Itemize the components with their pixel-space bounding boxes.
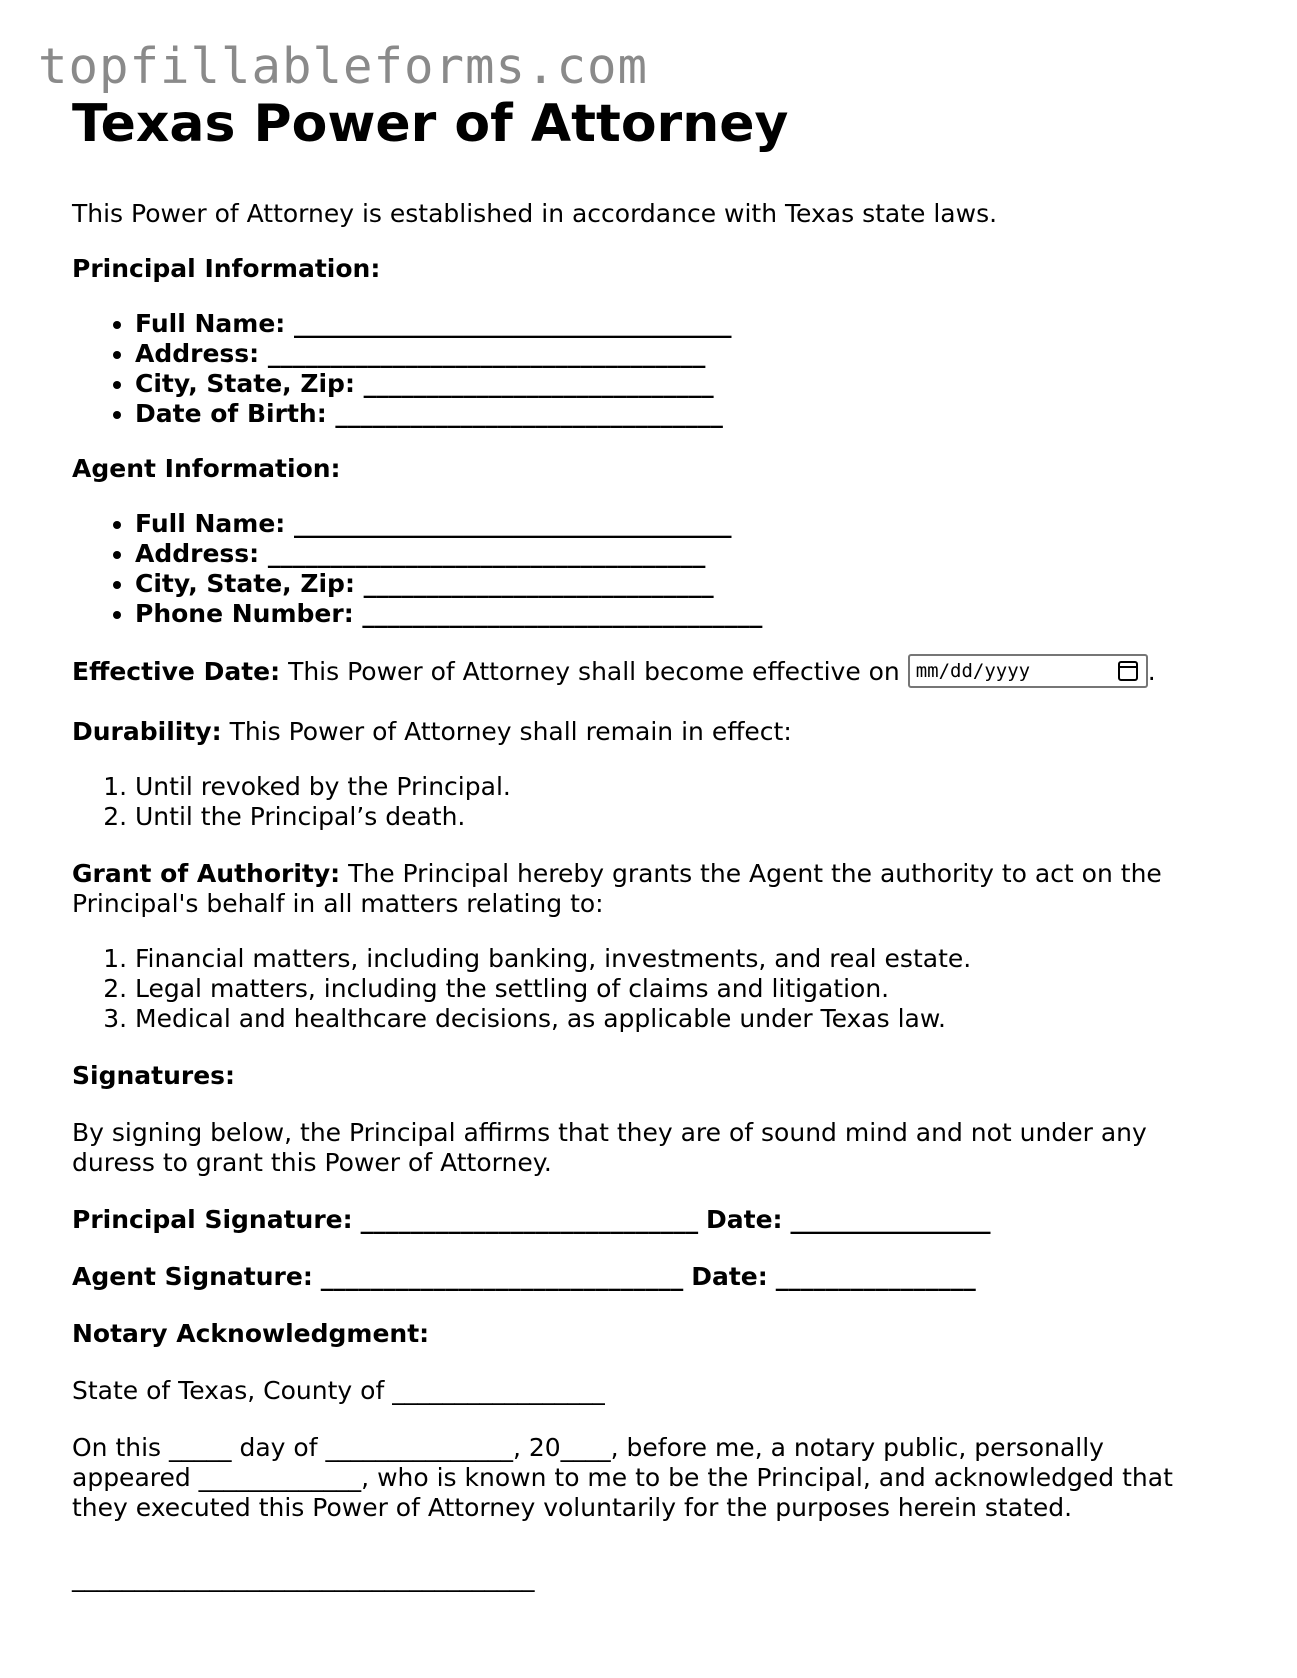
notary-county: State of Texas, County of _________________ [72,1376,605,1405]
agent-heading: Agent Information: [72,454,341,483]
agent-fields [72,509,1222,629]
grant-item: 2. Legal matters, including the settling of claims and litigation. [135,974,1222,1004]
effective-date-input[interactable] [908,654,1148,688]
grant-item: 1. Financial matters, including banking, investments, and real estate. [135,944,1222,974]
principal-city-state-zip: • City, State, Zip: ____________________________ [135,369,1222,399]
watermark: topfillableforms.com [38,38,649,95]
signatures-heading: Signatures: [72,1061,236,1090]
grant-item: 3. Medical and healthcare decisions, as applicable under Texas law. [135,1004,1222,1034]
page-title: Texas Power of Attorney [72,94,789,154]
agent-full-name: • Full Name: ___________________________________ [135,509,1222,539]
agent-phone-number: • Phone Number: ________________________________ [135,599,1222,629]
principal-fields [72,309,1222,429]
date-placeholder: mm/dd/yyyy [915,660,1031,682]
durability-list [72,772,1222,832]
agent-address: • Address: ___________________________________ [135,539,1222,569]
notary-text: On this _____ day of _______________, 20____, before me, a notary public, personally appeared _____________, who is known to me to be the Principal, and acknowledged that they executed this Power of Attorney voluntarily for the purposes herein stated. [72,1433,1173,1522]
agent-date-blank: ________________ [775,1262,976,1291]
grant-paragraph [72,859,1222,919]
durability-paragraph [72,717,1222,747]
grant-list [72,944,1222,1034]
durability-item: 1. Until revoked by the Principal. [135,772,1222,802]
durability-text: This Power of Attorney shall remain in effect: [229,717,792,746]
agent-date-label: Date: [691,1262,768,1291]
grant-label: Grant of Authority: [72,859,341,888]
effective-date-period: . [1147,657,1156,686]
principal-address: • Address: ___________________________________ [135,339,1222,369]
agent-signature-label: Agent Signature: [72,1262,313,1291]
agent-signature-blank: _____________________________ [320,1262,684,1291]
durability-item: 2. Until the Principal’s death. [135,802,1222,832]
principal-date-of-birth: • Date of Birth: _______________________________ [135,399,1222,429]
agent-signature-line [72,1262,1222,1292]
effective-date-label: Effective Date: [72,657,281,686]
intro-text: This Power of Attorney is established in accordance with Texas state laws. [72,199,998,228]
effective-date-text: This Power of Attorney shall become effective on [288,657,900,686]
durability-label: Durability: [72,717,222,746]
document-page [72,86,1222,1593]
principal-date-label: Date: [706,1205,783,1234]
effective-date-paragraph [72,656,1222,690]
principal-signature-line [72,1205,1222,1235]
notary-heading: Notary Acknowledgment: [72,1319,430,1348]
principal-full-name: • Full Name: ___________________________________ [135,309,1222,339]
calendar-icon[interactable] [1118,661,1138,681]
principal-date-blank: ________________ [790,1205,991,1234]
signatures-text: By signing below, the Principal affirms that they are of sound mind and not under any duress to grant this Power of Attorney. [72,1118,1147,1177]
agent-city-state-zip: • City, State, Zip: ____________________________ [135,569,1222,599]
principal-heading: Principal Information: [72,254,381,283]
grant-text: The Principal hereby grants the Agent the authority to act on the Principal's behalf in all matters relating to: [72,859,1162,918]
principal-signature-blank: ___________________________ [360,1205,699,1234]
principal-signature-label: Principal Signature: [72,1205,353,1234]
notary-signature-blank: _____________________________________ [72,1563,535,1592]
